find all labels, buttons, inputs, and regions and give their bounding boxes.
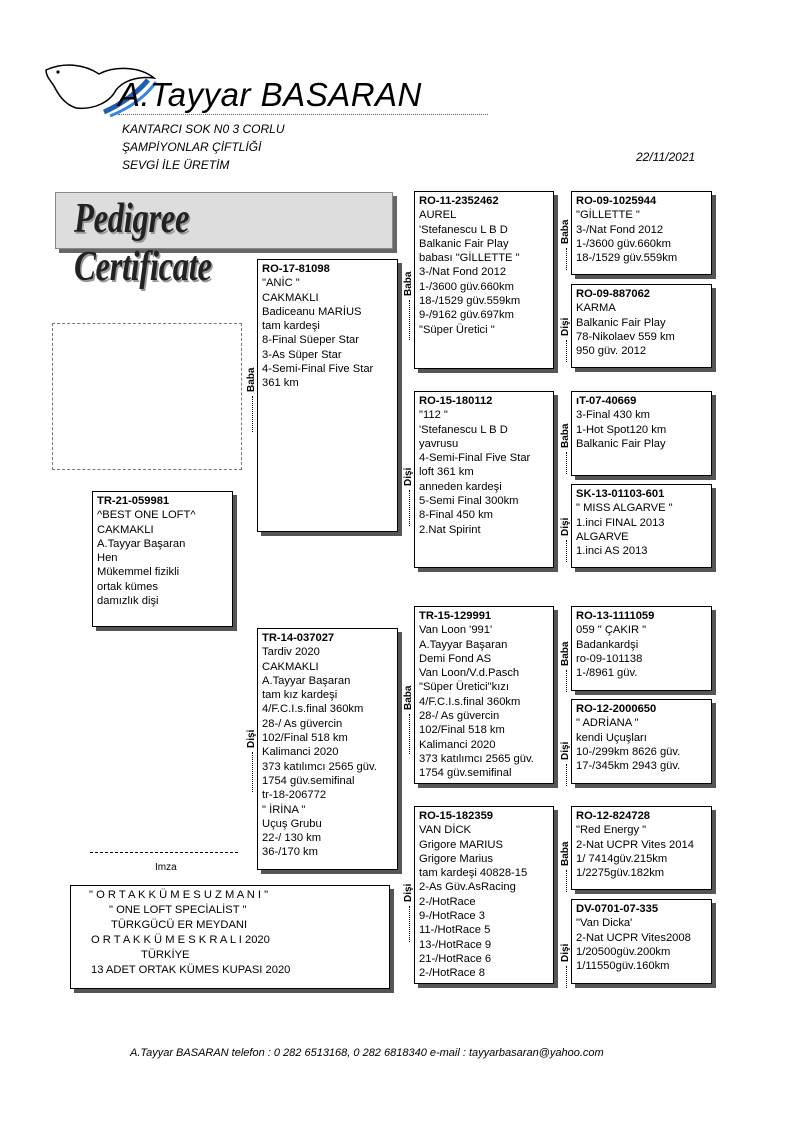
address-line-3: SEVGİ İLE ÜRETİM — [122, 158, 230, 172]
dd-ring: RO-15-182359 — [419, 810, 494, 822]
dss-ring: RO-13-1111059 — [576, 610, 655, 622]
dds-baba-label: Baba — [560, 841, 571, 866]
card-line: Balkanic Fair Play — [419, 237, 509, 250]
dss-baba-label: Baba — [560, 641, 571, 666]
ddd-ring: DV-0701-07-335 — [576, 903, 659, 915]
card-line: yavrusu — [419, 437, 459, 450]
photo-placeholder — [52, 323, 242, 470]
connector-line — [566, 248, 567, 270]
card-line: 10-/299km 8626 güv. — [576, 745, 681, 758]
card-line: 17-/345km 2943 güv. — [576, 760, 681, 773]
connector-line — [566, 340, 567, 362]
card-line: tam kız kardeşi — [262, 689, 338, 702]
sire-sire-card — [414, 191, 554, 369]
card-line: loft 361 km — [419, 466, 474, 479]
card-line: A.Tayyar Başaran — [262, 674, 351, 687]
note-line: TÜRKGÜCÜ ER MEYDANI — [111, 919, 248, 931]
card-line: Balkanic Fair Play — [576, 316, 666, 329]
connector-line — [566, 764, 567, 786]
card-line: 5-Semi Final 300km — [419, 495, 519, 508]
connector-line — [409, 490, 410, 526]
card-line: 4/F.C.I.s.final 360km — [262, 703, 364, 716]
connector-line — [409, 300, 410, 340]
address-line-1: KANTARCI SOK N0 3 CORLU — [122, 122, 285, 136]
card-line: tam kardeşi — [262, 320, 320, 333]
ss-ring: RO-11-2352462 — [419, 195, 499, 207]
card-line: 2.Nat Spirint — [419, 523, 481, 536]
card-line: 3-As Süper Star — [262, 348, 342, 361]
card-line: babası "GİLLETTE " — [419, 252, 520, 265]
card-line: damızlık dişi — [97, 595, 159, 608]
card-line: "GİLLETTE " — [576, 209, 640, 222]
dds-ring: RO-12-824728 — [576, 810, 651, 822]
card-line: " İRİNA " — [262, 803, 306, 816]
card-line: 11-/HotRace 5 — [419, 924, 491, 937]
ssd-disi-label: Dişi — [560, 317, 571, 336]
card-line: 3-/Nat Fond 2012 — [576, 223, 664, 236]
card-line: anneden kardeşi — [419, 480, 502, 493]
card-line: Kalimanci 2020 — [262, 746, 339, 759]
card-line: Uçuş Grubu — [262, 817, 322, 830]
card-line: 102/Final 518 km — [419, 724, 505, 737]
connector-line — [252, 396, 253, 432]
card-line: 950 güv. 2012 — [576, 345, 647, 358]
card-line: "Süper Üretici"kızı — [419, 681, 510, 694]
dsd-disi-label: Dişi — [560, 741, 571, 760]
dds-card — [571, 806, 712, 890]
sss-baba-label: Baba — [560, 219, 571, 244]
footer-contact: A.Tayyar BASARAN telefon : 0 282 6513168, 0 282 6818340 e-mail : tayyarbasaran@yahoo.com — [130, 1047, 604, 1059]
card-line: Balkanic Fair Play — [576, 437, 666, 450]
card-line: "112 " — [419, 409, 448, 422]
card-line: 2-/HotRace 8 — [419, 967, 485, 980]
card-line: "Süper Üretici " — [419, 323, 495, 336]
dam-dam-card — [414, 806, 554, 984]
card-line: tr-18-206772 — [262, 789, 327, 802]
card-line: 1/ 7414güv.215km — [576, 852, 668, 865]
card-line: 2-Nat UCPR Vites2008 — [576, 931, 691, 944]
sire-card — [257, 259, 398, 532]
card-line: ro-09-101138 — [576, 652, 643, 665]
note-line: TÜRKİYE — [141, 949, 190, 961]
card-line: 1754 güv.semifinal — [419, 767, 512, 780]
brand-underline — [118, 114, 488, 115]
dsd-card — [571, 699, 712, 784]
note-line: 13 ADET ORTAK KÜMES KUPASI 2020 — [91, 964, 291, 976]
certificate-date: 22/11/2021 — [636, 150, 696, 164]
card-line: 8-Final Süeper Star — [262, 334, 360, 347]
card-line: KARMA — [576, 302, 616, 315]
note-line: " ONE LOFT SPECİALİST " — [109, 904, 247, 916]
card-line: 1-Hot Spot120 km — [576, 423, 667, 436]
card-line: 373 katılımcı 2565 güv. — [262, 760, 377, 773]
card-line: 'Stefanescu L B D — [419, 423, 508, 436]
card-line: 28-/ As güvercin — [262, 717, 343, 730]
dam-card — [257, 628, 398, 870]
card-line: 13-/HotRace 9 — [419, 938, 492, 951]
sss-ring: RO-09-1025944 — [576, 195, 657, 207]
card-line: Kalimanci 2020 — [419, 738, 496, 751]
signature-line — [90, 852, 238, 853]
connector-line — [566, 670, 567, 692]
card-line: 1-/3600 güv.660km — [576, 237, 671, 250]
connector-line — [409, 714, 410, 754]
sdd-ring: SK-13-01103-601 — [576, 488, 665, 500]
sire-ring: RO-17-81098 — [262, 263, 330, 275]
card-line: Badiceanu MARİUS — [262, 305, 362, 318]
connector-line — [566, 540, 567, 562]
card-line: 102/Final 518 km — [262, 732, 348, 745]
card-line: 'Stefanescu L B D — [419, 223, 508, 236]
card-line: 3-/Nat Fond 2012 — [419, 266, 507, 279]
connector-line — [566, 870, 567, 892]
sire-baba-label: Baba — [246, 367, 257, 392]
card-line: 4/F.C.I.s.final 360km — [419, 695, 521, 708]
address-line-2: ŞAMPİYONLAR ÇİFTLİĞİ — [122, 140, 262, 154]
ss-baba-label: Baba — [403, 271, 414, 296]
signature-label: Imza — [155, 862, 177, 873]
sd-ring: RO-15-180112 — [419, 395, 493, 407]
ssd-card — [571, 284, 712, 368]
card-line: " MISS ALGARVE " — [576, 502, 673, 515]
card-line: VAN DİCK — [419, 824, 472, 837]
card-line: 361 km — [262, 377, 299, 390]
card-line: CAKMAKLI — [97, 523, 154, 536]
card-line: 78-Nikolaev 559 km — [576, 330, 675, 343]
card-line: tam kardeşi 40828-15 — [419, 867, 528, 880]
card-line: kendi Uçuşları — [576, 731, 647, 744]
sds-baba-label: Baba — [560, 423, 571, 448]
breeder-note-box — [70, 885, 390, 989]
connector-line — [566, 966, 567, 988]
ds-baba-label: Baba — [403, 685, 414, 710]
card-line: Grigore MARIUS — [419, 838, 503, 851]
card-line: Van Loon/V.d.Pasch — [419, 667, 520, 680]
card-line: "Van Dicka' — [576, 917, 633, 930]
card-line: Van Loon '991' — [419, 624, 493, 637]
dam-sire-card — [414, 606, 554, 784]
sd-disi-label: Dişi — [403, 467, 414, 486]
dss-card — [571, 606, 712, 691]
card-line: 373 katılımcı 2565 güv. — [419, 752, 534, 765]
card-line: ^BEST ONE LOFT^ — [97, 509, 196, 522]
card-line: ortak kümes — [97, 580, 158, 593]
card-line: A.Tayyar Başaran — [97, 537, 186, 550]
card-line: 1-/3600 güv.660km — [419, 280, 514, 293]
card-line: 4-Semi-Final Five Star — [419, 452, 531, 465]
card-line: ALGARVE — [576, 530, 629, 543]
card-line: Hen — [97, 552, 118, 565]
card-line: 2-Nat UCPR Vites 2014 — [576, 838, 694, 851]
brand-title: A.Tayyar BASARAN — [118, 76, 422, 113]
dsd-ring: RO-12-2000650 — [576, 703, 657, 715]
sdd-disi-label: Dişi — [560, 517, 571, 536]
card-line: 28-/ As güvercin — [419, 710, 500, 723]
sds-ring: ıT-07-40669 — [576, 395, 637, 407]
card-line: 1754 güv.semifinal — [262, 774, 355, 787]
note-line: " O R T A K K Ü M E S U Z M A N I " — [89, 889, 269, 901]
ssd-ring: RO-09-887062 — [576, 288, 651, 300]
card-line: 2-As Güv.AsRacing — [419, 881, 516, 894]
card-line: "ANİC " — [262, 277, 300, 290]
card-line: 3-Final 430 km — [576, 409, 650, 422]
card-line: 2-/HotRace — [419, 895, 476, 908]
card-line: Badankardşi — [576, 638, 639, 651]
card-line: Mükemmel fizikli — [97, 566, 180, 579]
connector-line — [409, 906, 410, 942]
subject-ring: TR-21-059981 — [97, 495, 170, 507]
card-line: A.Tayyar Başaran — [419, 638, 508, 651]
card-line: Tardiv 2020 — [262, 646, 320, 659]
subject-card — [92, 491, 233, 627]
card-line: 1.inci AS 2013 — [576, 545, 648, 558]
sds-card — [571, 391, 712, 476]
dd-disi-label: Dişi — [403, 883, 414, 902]
ddd-card — [571, 899, 712, 984]
card-line: 1/11550güv.160km — [576, 960, 670, 973]
card-line: Grigore Marius — [419, 852, 493, 865]
note-line: O R T A K K Ü M E S K R A L I 2020 — [91, 934, 270, 946]
card-line: 4-Semi-Final Five Star — [262, 363, 374, 376]
card-line: CAKMAKLI — [262, 291, 319, 304]
ds-ring: TR-15-129991 — [419, 610, 492, 622]
card-line: 1.inci FINAL 2013 — [576, 516, 665, 529]
certificate-title: Pedigree Certificate — [74, 196, 212, 290]
card-line: 36-/170 km — [262, 846, 318, 859]
connector-line — [566, 452, 567, 474]
card-line: 18-/1529 güv.559km — [419, 295, 521, 308]
card-line: 22-/ 130 km — [262, 832, 322, 845]
card-line: 1-/8961 güv. — [576, 667, 638, 680]
card-line: " ADRİANA " — [576, 717, 639, 730]
card-line: "Red Energy " — [576, 824, 647, 837]
dam-ring: TR-14-037027 — [262, 632, 335, 644]
card-line: 059 " ÇAKIR " — [576, 624, 647, 637]
sire-dam-card — [414, 391, 554, 568]
sdd-card — [571, 484, 712, 568]
card-line: 1/2275güv.182km — [576, 867, 665, 880]
card-line: Demi Fond AS — [419, 652, 492, 665]
sss-card — [571, 191, 712, 275]
ddd-disi-label: Dişi — [560, 943, 571, 962]
card-line: AUREL — [419, 209, 457, 222]
connector-line — [252, 752, 253, 792]
dam-disi-label: Dişi — [246, 729, 257, 748]
card-line: CAKMAKLI — [262, 660, 319, 673]
card-line: 9-/HotRace 3 — [419, 910, 485, 923]
card-line: 8-Final 450 km — [419, 509, 493, 522]
card-line: 18-/1529 güv.559km — [576, 252, 678, 265]
card-line: 9-/9162 güv.697km — [419, 309, 514, 322]
card-line: 21-/HotRace 6 — [419, 952, 492, 965]
card-line: 1/20500güv.200km — [576, 945, 671, 958]
